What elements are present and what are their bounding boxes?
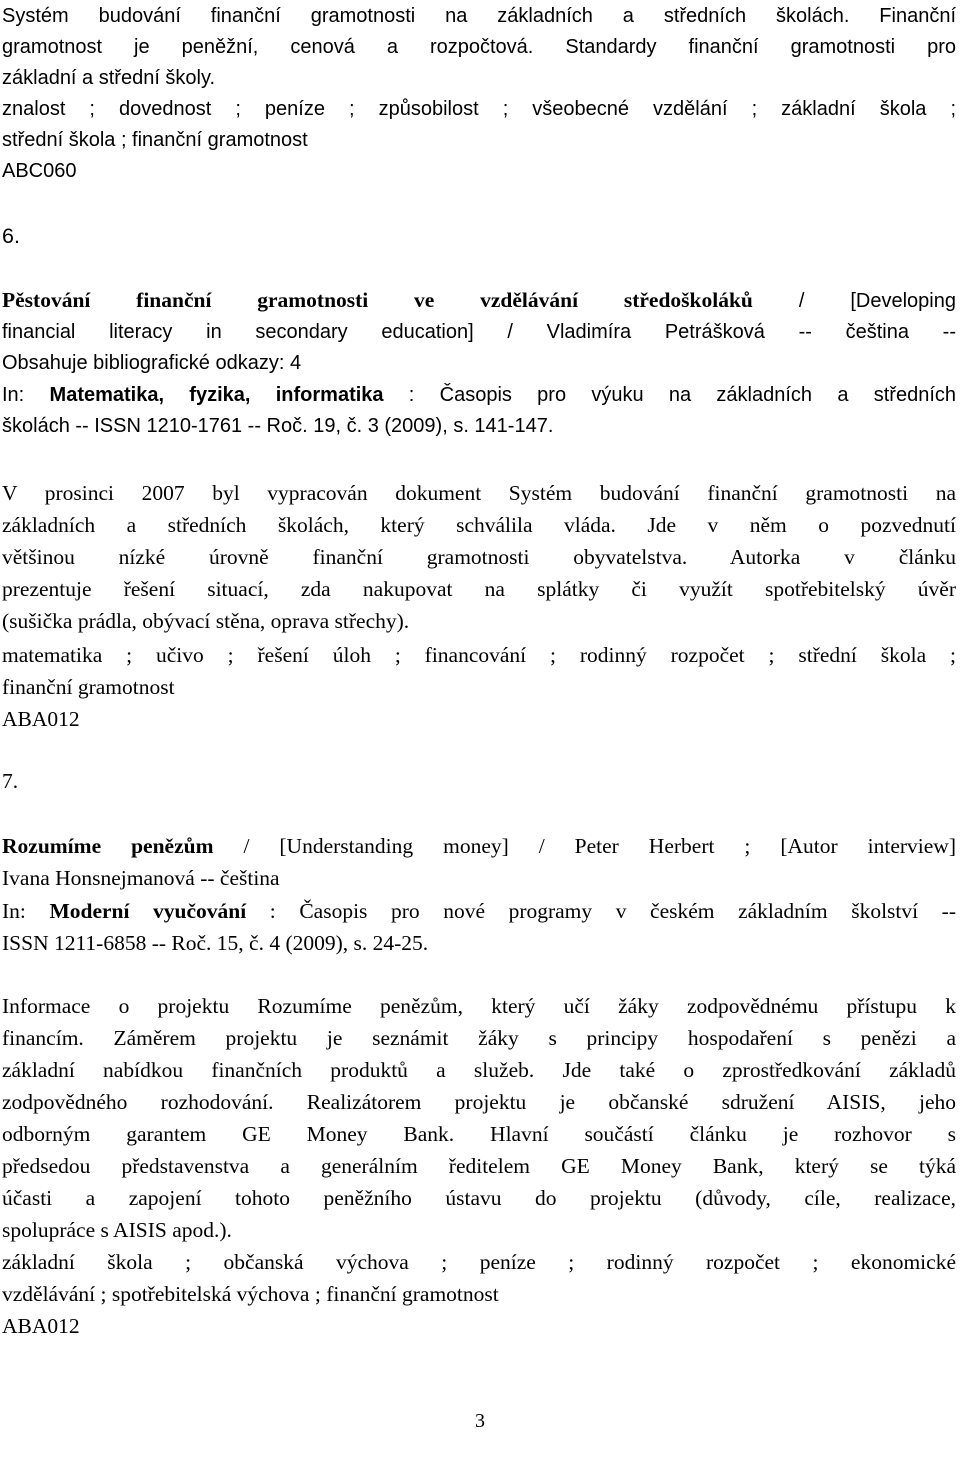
entry-title-line — [2, 284, 956, 316]
entry-notes-line: Obsahuje bibliografické odkazy: 4 — [2, 352, 302, 374]
abstract-line: odborným garantem GE Money Bank. Hlavní součástí článku je rozhovor s — [2, 1122, 956, 1146]
entry-title-rest: / [Understanding money] / Peter Herbert ; [Autor interview] — [213, 834, 956, 858]
abstract-line: základní a střední školy. — [2, 67, 216, 89]
keywords-line: vzdělávání ; spotřebitelská výchova ; finanční gramotnost — [2, 1282, 499, 1306]
journal-title: Matematika, fyzika, informatika — [49, 384, 384, 406]
abstract-line: předsedou představenstva a generálním ředitelem GE Money Bank, který se týká — [2, 1154, 956, 1178]
record-code: ABC060 — [2, 160, 77, 182]
in-prefix: In: — [2, 899, 50, 923]
entry-title-rest: / [Developing — [752, 290, 956, 312]
entry-number: 7. — [2, 769, 19, 793]
abstract-line: základní nabídkou finančních produktů a služeb. Jde také o zprostředkování základů — [2, 1058, 956, 1082]
entry-source-line — [2, 379, 956, 411]
in-prefix: In: — [2, 384, 50, 406]
entry-number: 6. — [2, 224, 20, 248]
abstract-line: Systém budování finanční gramotnosti na základních a středních školách. Finanční — [2, 5, 956, 27]
abstract-line: prezentuje řešení situací, zda nakupovat na splátky či využít spotřebitelský úvěr — [2, 577, 956, 601]
abstract-line: spolupráce s AISIS apod.). — [2, 1218, 232, 1242]
abstract-line: gramotnost je peněžní, cenová a rozpočtová. Standardy finanční gramotnosti pro — [2, 36, 956, 58]
abstract-line: účasti a zapojení tohoto peněžního ústavu do projektu (důvody, cíle, realizace, — [2, 1186, 956, 1210]
abstract-line: základních a středních školách, který schválila vláda. Jde v něm o pozvednutí — [2, 513, 956, 537]
keywords-line: znalost ; dovednost ; peníze ; způsobilost ; všeobecné vzdělání ; základní škola ; — [2, 98, 956, 120]
page-number: 3 — [475, 1410, 485, 1432]
keywords-line: finanční gramotnost — [2, 675, 175, 699]
entry-authors-line: financial literacy in secondary education] / Vladimíra Petrášková -- čeština -- — [2, 321, 956, 343]
record-code: ABA012 — [2, 707, 80, 731]
entry-issn-line: školách -- ISSN 1210-1761 -- Roč. 19, č. 3 (2009), s. 141-147. — [2, 415, 554, 437]
keywords-line: střední škola ; finanční gramotnost — [2, 129, 308, 151]
entry-source-line — [2, 895, 956, 927]
journal-subtitle: : Časopis pro nové programy v českém základním školství -- — [246, 899, 956, 923]
entry-issn-line: ISSN 1211-6858 -- Roč. 15, č. 4 (2009), s. 24-25. — [2, 931, 429, 955]
abstract-line: (sušička prádla, obývací stěna, oprava střechy). — [2, 609, 410, 633]
journal-subtitle: : Časopis pro výuku na základních a středních — [383, 384, 956, 406]
abstract-line: V prosinci 2007 byl vypracován dokument Systém budování finanční gramotnosti na — [2, 481, 956, 505]
entry-authors-line: Ivana Honsnejmanová -- čeština — [2, 866, 280, 890]
abstract-line: většinou nízké úrovně finanční gramotnosti obyvatelstva. Autorka v článku — [2, 545, 956, 569]
journal-title: Moderní vyučování — [49, 899, 247, 923]
abstract-line: financím. Záměrem projektu je seznámit žáky s principy hospodaření s penězi a — [2, 1026, 956, 1050]
entry-title: Pěstování finanční gramotnosti ve vzdělávání středoškoláků — [2, 288, 753, 312]
abstract-line: Informace o projektu Rozumíme penězům, který učí žáky zodpovědnému přístupu k — [2, 994, 956, 1018]
abstract-line: zodpovědného rozhodování. Realizátorem projektu je občanské sdružení AISIS, jeho — [2, 1090, 956, 1114]
entry-title: Rozumíme penězům — [2, 834, 214, 858]
keywords-line: základní škola ; občanská výchova ; peníze ; rodinný rozpočet ; ekonomické — [2, 1250, 956, 1274]
entry-title-line — [2, 830, 956, 862]
keywords-line: matematika ; učivo ; řešení úloh ; financování ; rodinný rozpočet ; střední škola ; — [2, 643, 956, 667]
record-code: ABA012 — [2, 1314, 80, 1338]
